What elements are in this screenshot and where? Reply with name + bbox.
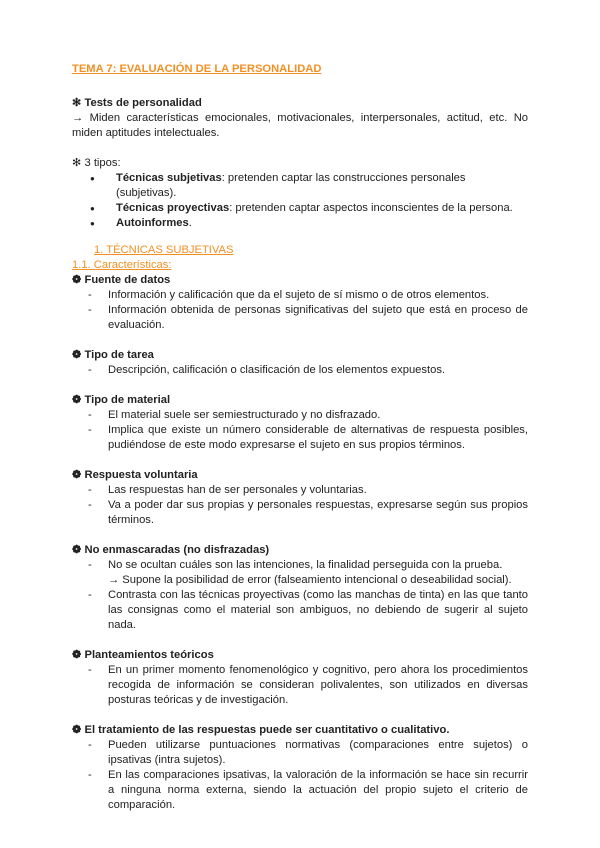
document-title: TEMA 7: EVALUACIÓN DE LA PERSONALIDAD [72, 63, 322, 75]
list-item-text: No se ocultan cuáles son las intenciones, la finalidad perseguida con la prueba. [108, 559, 503, 571]
list-item: - Implica que existe un número considerable de alternativas de respuesta posibles, pudiéndose de este modo expresarse el sujeto en sus propios términos. [88, 423, 528, 453]
feature-list [72, 408, 528, 453]
tipo-name: Técnicas subjetivas [116, 172, 222, 184]
flower-icon: ❁ [72, 274, 82, 286]
tipo-desc: : pretenden captar las construcciones personales (subjetivas). [116, 172, 466, 199]
feature-heading-text: No enmascaradas (no disfrazadas) [84, 544, 270, 556]
feature-list [72, 483, 528, 528]
list-item [88, 558, 528, 588]
list-item: - Información obtenida de personas significativas del sujeto que está en proceso de evaluación. [88, 303, 528, 333]
flower-icon: ❁ [72, 349, 82, 361]
tests-heading-text: Tests de personalidad [84, 97, 202, 109]
feature-heading-text: Respuesta voluntaria [84, 469, 198, 481]
feature-heading [72, 468, 528, 483]
feature-heading [72, 273, 528, 288]
flower-icon: ❁ [72, 544, 82, 556]
flower-icon: ❁ [72, 724, 82, 736]
feature-heading-text: Planteamientos teóricos [84, 649, 214, 661]
feature-heading [72, 393, 528, 408]
feature-heading-text: Fuente de datos [84, 274, 171, 286]
feature-block [72, 723, 528, 813]
feature-heading-text: Tipo de material [84, 394, 171, 406]
subsection-heading: 1.1. Características: [72, 259, 172, 271]
document-page [72, 62, 528, 813]
feature-block [72, 273, 528, 333]
feature-block [72, 348, 528, 378]
list-item: - Las respuestas han de ser personales y voluntarias. [88, 483, 528, 498]
feature-block [72, 393, 528, 453]
tipo-name: Técnicas proyectivas [116, 202, 230, 214]
list-item [90, 171, 528, 201]
feature-block [72, 468, 528, 528]
tipo-desc: . [188, 217, 192, 229]
flower-icon: ❁ [72, 649, 82, 661]
list-item [90, 201, 528, 216]
flower-icon: ❁ [72, 394, 82, 406]
tipos-list [72, 171, 528, 231]
list-item: - El material suele ser semiestructurado y no disfrazado. [88, 408, 528, 423]
feature-heading [72, 723, 528, 738]
feature-heading-text: El tratamiento de las respuestas puede ser cuantitativo o cualitativo. [84, 724, 450, 736]
list-item-note: → Supone la posibilidad de error (falseamiento intencional o deseabilidad social). [108, 574, 512, 586]
feature-heading [72, 648, 528, 663]
flower-icon: ❁ [72, 469, 82, 481]
feature-heading [72, 543, 528, 558]
asterisk-icon: ✻ [72, 97, 82, 109]
list-item: - Pueden utilizarse puntuaciones normativas (comparaciones entre sujetos) o ipsativas (intra sujetos). [88, 738, 528, 768]
list-item: - Va a poder dar sus propias y personales respuestas, expresarse según sus propios términos. [88, 498, 528, 528]
tipos-heading [72, 156, 528, 171]
list-item: - Contrasta con las técnicas proyectivas (como las manchas de tinta) en las que tanto las consignas como el material son ambiguos, no debiendo de sugerir al sujeto nada. [88, 588, 528, 633]
feature-list [72, 288, 528, 333]
list-item: - En las comparaciones ipsativas, la valoración de la información se hace sin recurrir a ninguna norma externa, siendo la actuación del propio sujeto el criterio de comparación. [88, 768, 528, 813]
feature-block [72, 648, 528, 708]
feature-list [72, 363, 528, 378]
feature-list [72, 558, 528, 633]
tipo-desc: : pretenden captar aspectos inconscientes de la persona. [229, 202, 513, 214]
list-item [90, 216, 528, 231]
feature-heading [72, 348, 528, 363]
feature-list [72, 663, 528, 708]
feature-list [72, 738, 528, 813]
list-item: - Información y calificación que da el sujeto de sí mismo o de otros elementos. [88, 288, 528, 303]
section-heading: 1. TÉCNICAS SUBJETIVAS [94, 244, 234, 256]
feature-block [72, 543, 528, 633]
tests-description: → Miden características emocionales, motivacionales, interpersonales, actitud, etc. No miden aptitudes intelectuales. [72, 112, 528, 139]
asterisk-icon: ✻ [72, 157, 82, 169]
feature-heading-text: Tipo de tarea [84, 349, 154, 361]
tests-heading [72, 96, 528, 111]
list-item: - Descripción, calificación o clasificación de los elementos expuestos. [88, 363, 528, 378]
list-item: - En un primer momento fenomenológico y cognitivo, pero ahora los procedimientos recogida de información se consideran polivalentes, son utilizados en diversas posturas teóricas y de investigación. [88, 663, 528, 708]
tipos-heading-text: 3 tipos: [84, 157, 121, 169]
tipo-name: Autoinformes [116, 217, 189, 229]
